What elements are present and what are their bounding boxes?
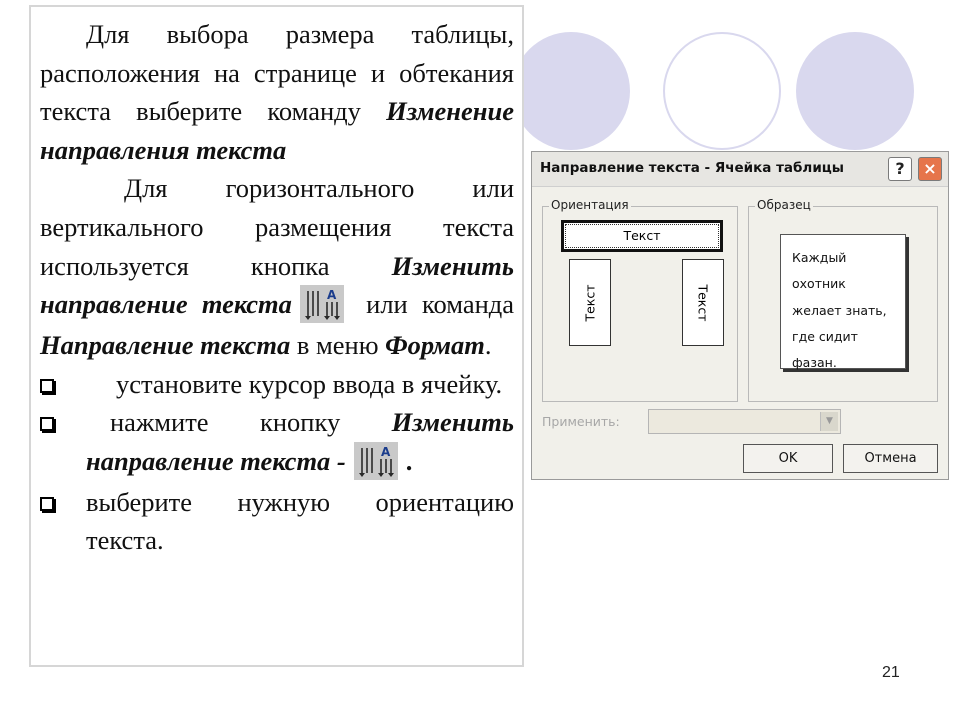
apply-label: Применить: [542, 414, 620, 429]
checkbox-bullet-icon [40, 403, 86, 442]
sample-line: Каждый [792, 250, 847, 265]
sample-group-label: Образец [757, 198, 811, 212]
instruction-text-box [29, 5, 524, 667]
paragraph-1-text: Для выбора размера таблицы, расположения на странице и обтекания текста выберите команду [40, 19, 514, 127]
dropdown-arrow-icon[interactable]: ▼ [820, 412, 838, 431]
bullet-item-2-text [86, 403, 514, 483]
command-change-direction: Изменение направления текста [40, 96, 514, 165]
orientation-vertical-up-option[interactable] [569, 259, 611, 346]
bullet-item-1 [40, 365, 514, 404]
checkbox-bullet-icon [40, 365, 86, 404]
svg-text:A: A [380, 444, 391, 459]
paragraph-1 [40, 15, 514, 169]
checkbox-bullet-icon [40, 483, 86, 522]
orientation-group-label: Ориентация [551, 198, 629, 212]
ok-button[interactable]: OK [743, 444, 833, 473]
decor-circle-left [512, 32, 630, 150]
dialog-title: Направление текста - Ячейка таблицы [540, 160, 844, 176]
paragraph-2-text-b: или команда [351, 289, 515, 320]
bullet-item-2-end: . [405, 445, 413, 476]
sample-line: где сидит [792, 328, 858, 344]
text-direction-icon [354, 442, 398, 480]
orientation-vertical-up-label: Текст [582, 283, 598, 322]
paragraph-2-text-c: в меню [290, 330, 386, 361]
sample-line: желает знать, [792, 302, 887, 318]
page-number: 21 [882, 664, 900, 681]
text-direction-dialog [531, 151, 949, 480]
dialog-titlebar [532, 152, 948, 187]
sample-preview [780, 234, 906, 369]
help-button[interactable]: ? [888, 157, 912, 181]
orientation-horizontal-option[interactable]: Текст [561, 220, 723, 252]
button-name-change-direction: Изменить направление текста [40, 250, 514, 320]
sample-line: охотник [792, 276, 846, 292]
svg-text:A: A [326, 288, 337, 303]
orientation-vertical-down-option[interactable] [682, 259, 724, 346]
cancel-button[interactable]: Отмена [843, 444, 938, 473]
bullet-item-3-text: выберите нужную ориентацию текста. [86, 486, 514, 556]
bullet-item-2-bold: Изменить направление текста - [86, 407, 514, 476]
decor-circle-middle [663, 32, 781, 150]
apply-select[interactable] [648, 409, 841, 434]
sample-line: фазан. [792, 355, 837, 371]
text-direction-icon [300, 285, 344, 323]
paragraph-2-text-d: . [484, 330, 492, 361]
command-text-direction: Направление текста [40, 330, 291, 361]
bullet-item-1-text: установите курсор ввода в ячейку. [116, 368, 503, 399]
paragraph-2-text-a: Для горизонтального или вертикального размещения текста используется кнопка [40, 173, 514, 281]
decor-circle-right [796, 32, 914, 150]
orientation-vertical-down-label: Текст [695, 283, 711, 322]
close-button[interactable]: × [918, 157, 942, 181]
paragraph-2 [40, 169, 514, 364]
bullet-item-2-text-a: нажмите кнопку [110, 407, 392, 438]
bullet-item-2 [40, 403, 514, 483]
bullet-item-3 [40, 483, 514, 560]
menu-format: Формат [385, 330, 485, 361]
